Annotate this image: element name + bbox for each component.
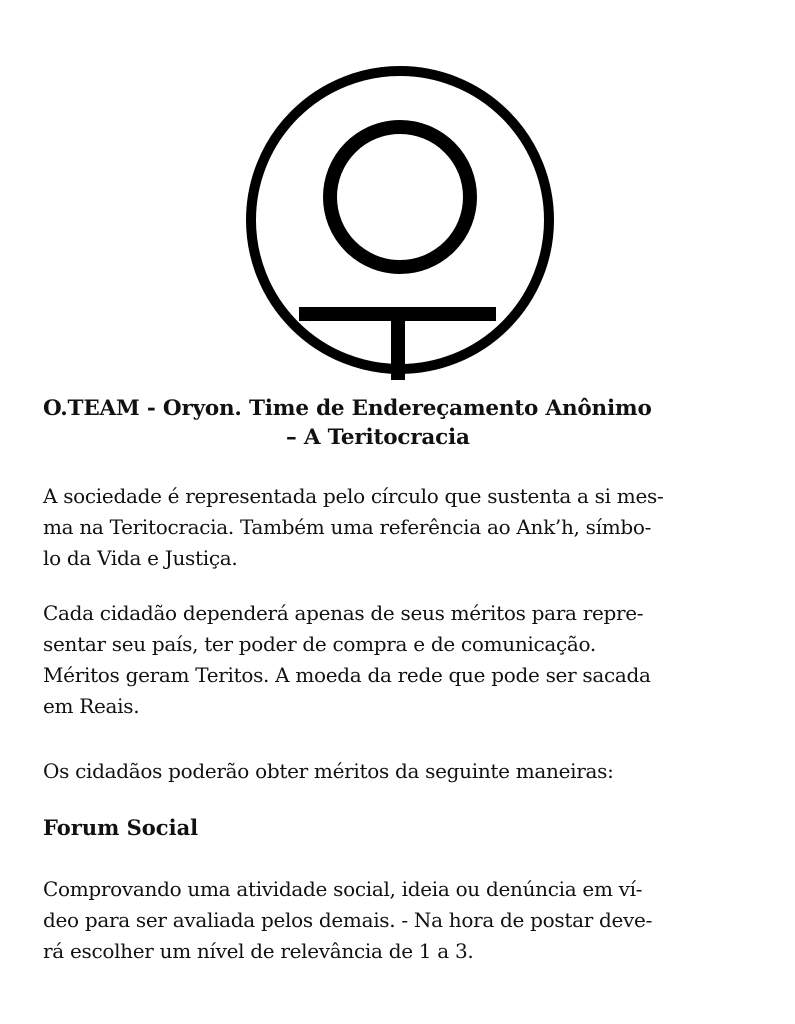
text-line: Cada cidadão dependerá apenas de seus méritos para repre- <box>43 601 644 625</box>
text-line: deo para ser avaliada pelos demais. - Na hora de postar deve- <box>43 908 653 932</box>
inner-circle <box>330 127 470 267</box>
text-line: Comprovando uma atividade social, ideia ou denúncia em ví- <box>43 877 643 901</box>
ankh-stem <box>391 314 405 380</box>
paragraph-ways <box>43 756 763 787</box>
document-title <box>0 394 795 452</box>
text-line: lo da Vida e Justiça. <box>43 546 238 570</box>
text-line: Os cidadãos poderão obter méritos da seguinte maneiras: <box>43 759 614 783</box>
title-line-1: O.TEAM - Oryon. Time de Endereçamento Anônimo <box>43 396 652 421</box>
text-line: rá escolher um nível de relevância de 1 a 3. <box>43 939 474 963</box>
title-line-2: – A Teritocracia <box>286 425 470 450</box>
section-heading: Forum Social <box>43 815 199 840</box>
paragraph-forum-social <box>43 874 763 967</box>
text-line: A sociedade é representada pelo círculo que sustenta a si mes- <box>43 484 664 508</box>
paragraph-merits <box>43 598 763 722</box>
text-line: Méritos geram Teritos. A moeda da rede que pode ser sacada <box>43 663 651 687</box>
paragraph-society <box>43 481 763 574</box>
teritocracia-circle-ankh-icon <box>245 66 555 384</box>
text-line: ma na Teritocracia. Também uma referência ao Ank’h, símbo- <box>43 515 652 539</box>
text-line: em Reais. <box>43 694 140 718</box>
text-line: sentar seu país, ter poder de compra e de comunicação. <box>43 632 596 656</box>
